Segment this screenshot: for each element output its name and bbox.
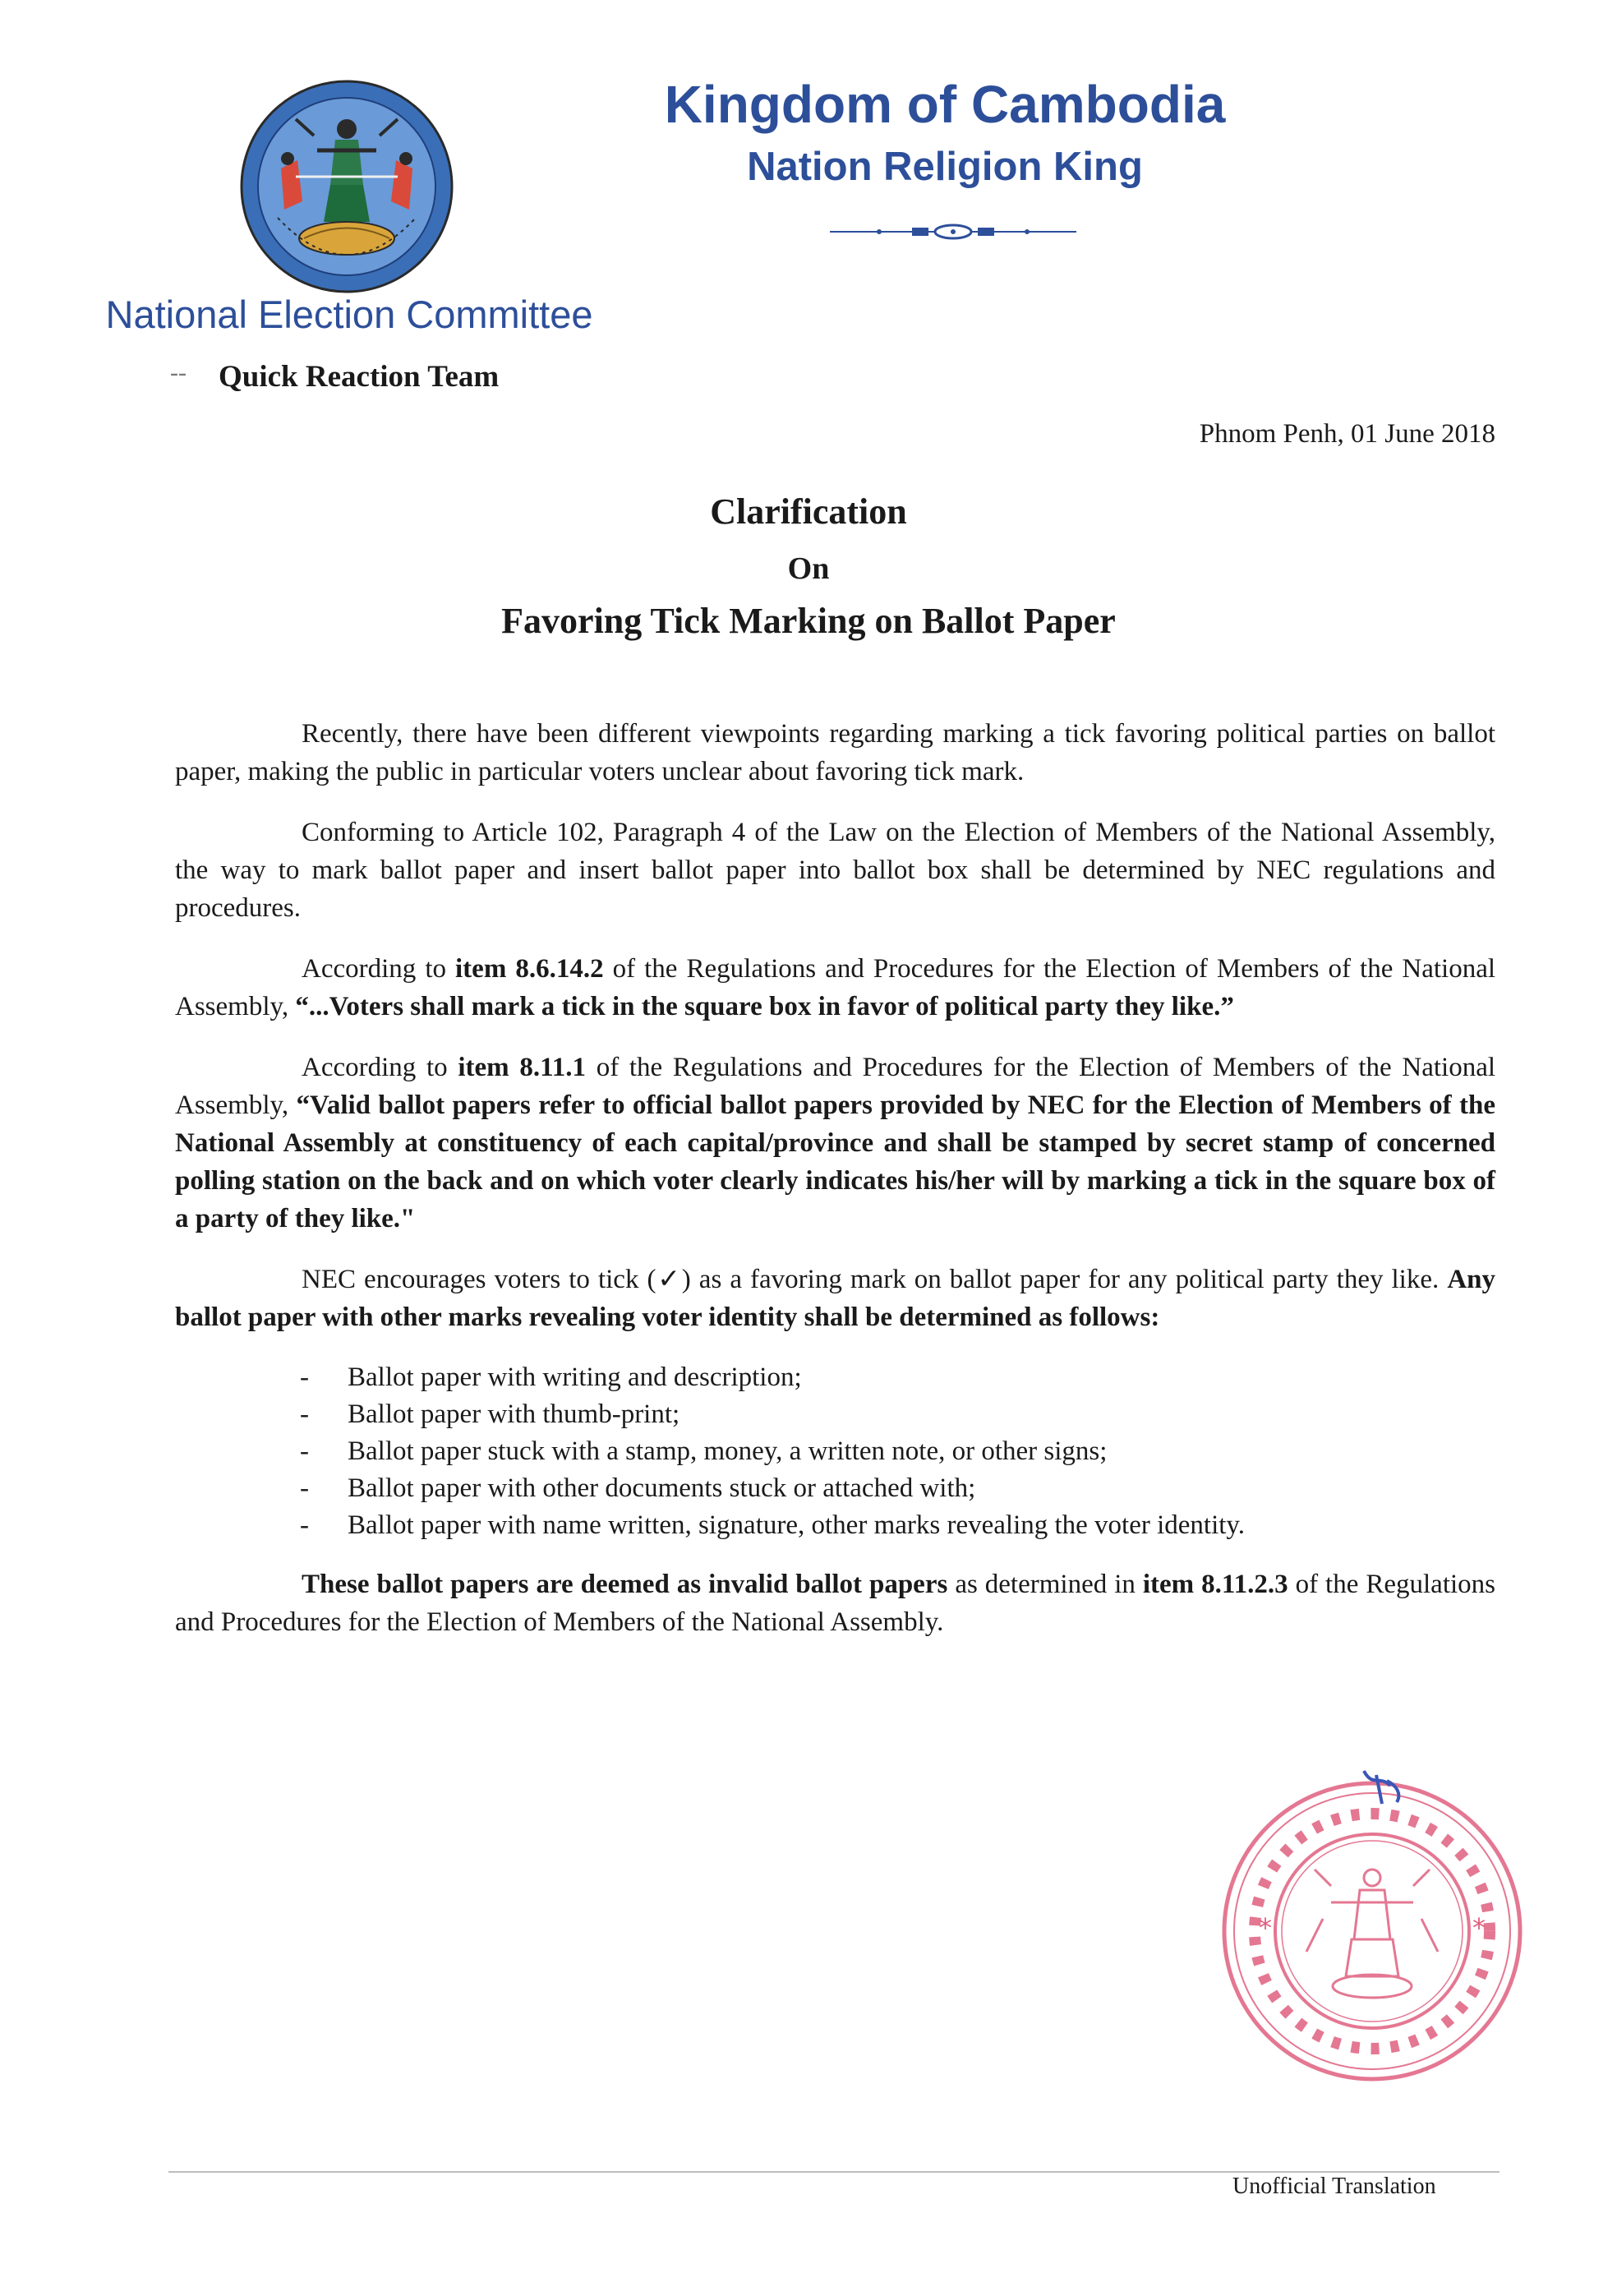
list-item: - Ballot paper with other documents stuck or attached with; [300, 1470, 1495, 1507]
country-title: Kingdom of Cambodia [664, 75, 1226, 134]
invalid-marks-list [175, 1359, 1495, 1544]
paragraph-6: These ballot papers are deemed as invalid ballot papers as determined in item 8.11.2.3 of the Regulations and Procedures for the Election of Members of the National Assembly. [175, 1570, 1496, 1637]
national-motto: Nation Religion King [747, 145, 1143, 189]
ornamental-divider-icon [830, 222, 1076, 242]
svg-text:*: * [1259, 1912, 1272, 1943]
item-reference: item 8.11.1 [458, 1053, 587, 1082]
date-line: Phnom Penh, 01 June 2018 [1199, 419, 1495, 449]
regulation-quote: “Valid ballot papers refer to official ballot papers provided by NEC for the Election of Members of the National Assembly at constituency of each capital/province and shall be stamped by secret stamp of concerned polling station on the back and on which voter clearly indicates his/her will by marking a tick in the square box of a party of they like." [175, 1090, 1496, 1233]
item-reference: item 8.11.2.3 [1142, 1570, 1288, 1599]
footer-divider [168, 2171, 1500, 2173]
paragraph-2: Conforming to Article 102, Paragraph 4 of the Law on the Election of Members of the National Assembly, the way to mark ballot paper and insert ballot paper into ballot box shall be determined by NEC regulations and procedures. [175, 818, 1495, 923]
list-item: - Ballot paper with name written, signature, other marks revealing the voter identity. [300, 1507, 1495, 1544]
document-title: Clarification [710, 491, 907, 532]
paragraph-5: NEC encourages voters to tick (✓) as a favoring mark on ballot paper for any political party they like. Any ballot paper with other marks revealing voter identity shall be determined as follows: [175, 1265, 1495, 1332]
paragraph-3: According to item 8.6.14.2 of the Regulations and Procedures for the Election of Members of the National Assembly, “...Voters shall mark a tick in the square box in favor of political party they like.” [175, 954, 1496, 1021]
document-body [175, 715, 1495, 1664]
list-item: - Ballot paper stuck with a stamp, money, a written note, or other signs; [300, 1433, 1495, 1470]
regulation-quote: “...Voters shall mark a tick in the square box in favor of political party they like.” [295, 992, 1234, 1021]
emphasis-text: These ballot papers are deemed as invalid ballot papers [302, 1570, 948, 1599]
paragraph-1: Recently, there have been different viewpoints regarding marking a tick favoring political parties on ballot paper, making the public in particular voters unclear about favoring tick mark. [175, 719, 1495, 786]
nec-emblem-icon [238, 78, 456, 296]
translation-note: Unofficial Translation [1232, 2174, 1436, 2199]
item-reference: item 8.6.14.2 [455, 954, 604, 984]
emphasis-text: Any ballot paper with other marks revealing voter identity shall be determined as follows: [175, 1265, 1495, 1332]
svg-text:*: * [1472, 1912, 1486, 1943]
document-title-connector: On [787, 551, 830, 586]
team-name: Quick Reaction Team [219, 360, 500, 394]
list-item: - Ballot paper with thumb-print; [300, 1396, 1495, 1433]
document-subject: Favoring Tick Marking on Ballot Paper [501, 601, 1116, 641]
team-prefix-mark: -- [170, 359, 187, 386]
organization-name: National Election Committee [105, 293, 593, 336]
official-seal-stamp-icon [1208, 1763, 1536, 2091]
paragraph-4: According to item 8.11.1 of the Regulations and Procedures for the Election of Members of the National Assembly, “Valid ballot papers refer to official ballot papers provided by NEC for the Election of Members of the National Assembly at constituency of each capital/province and shall be stamped by secret stamp of concerned polling station on the back and on which voter clearly indicates his/her will by marking a tick in the square box of a party of they like." [175, 1053, 1496, 1233]
list-item: - Ballot paper with writing and description; [300, 1359, 1495, 1396]
